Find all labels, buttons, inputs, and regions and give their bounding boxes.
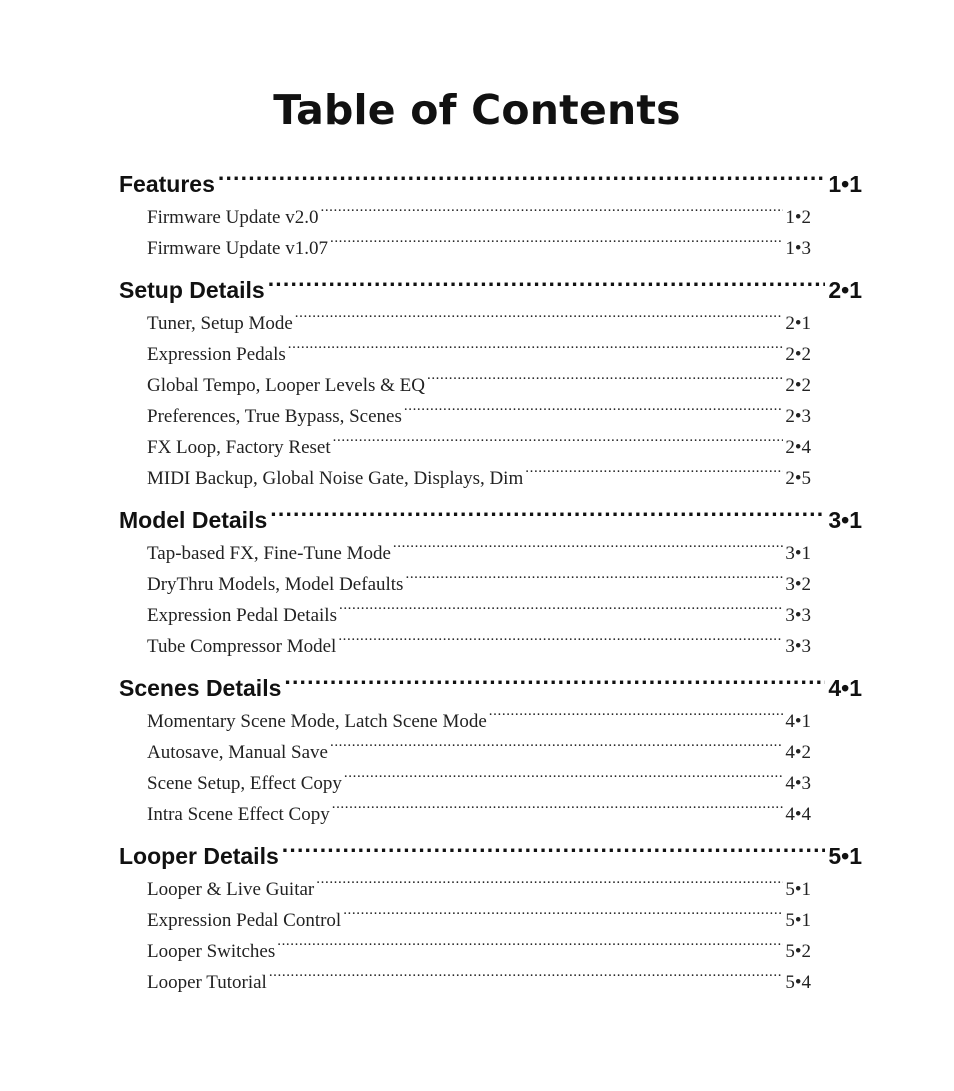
dot-leader [330,223,783,254]
entry-title: Looper Tutorial [147,972,267,993]
dot-leader [339,590,783,621]
dot-leader [489,696,784,727]
toc-sub-list [119,528,811,657]
entry-page-number: 5•4 [785,972,811,993]
toc-section-model-details [119,488,862,657]
toc-sub-list [119,864,811,993]
dot-leader [218,152,825,192]
entry-title: Autosave, Manual Save [147,742,328,763]
section-page-number: 5•1 [828,843,862,869]
dot-leader [333,422,784,453]
dot-leader [288,329,784,360]
dot-leader [316,864,783,895]
toc-main-entry[interactable] [119,824,862,869]
dot-leader [338,621,783,652]
toc-main-entry[interactable] [119,656,862,701]
entry-page-number: 2•1 [785,313,811,334]
entry-page-number: 5•1 [785,910,811,931]
dot-leader [427,360,783,391]
entry-title: Firmware Update v2.0 [147,207,319,228]
entry-page-number: 2•2 [785,344,811,365]
dot-leader [284,656,825,696]
toc-section-setup-details [119,258,862,489]
entry-page-number: 2•2 [785,375,811,396]
dot-leader [330,727,783,758]
toc-main-entry[interactable] [119,152,862,197]
entry-title: Momentary Scene Mode, Latch Scene Mode [147,711,487,732]
entry-page-number: 2•5 [785,468,811,489]
entry-title: Tuner, Setup Mode [147,313,293,334]
entry-title: Firmware Update v1.07 [147,238,328,259]
entry-page-number: 5•2 [785,941,811,962]
dot-leader [404,391,783,422]
entry-title: Looper Switches [147,941,276,962]
section-title: Model Details [119,507,268,533]
toc-sub-list [119,298,811,489]
dot-leader [268,258,826,298]
entry-page-number: 3•3 [785,636,811,657]
section-title: Scenes Details [119,675,282,701]
entry-page-number: 4•1 [785,711,811,732]
entry-page-number: 2•3 [785,406,811,427]
entry-title: Intra Scene Effect Copy [147,804,330,825]
entry-title: Tube Compressor Model [147,636,337,657]
entry-page-number: 3•2 [785,574,811,595]
page-title: Table of Contents [273,86,681,134]
dot-leader [405,559,783,590]
section-page-number: 1•1 [828,171,862,197]
section-page-number: 4•1 [828,675,862,701]
entry-title: Global Tempo, Looper Levels & EQ [147,375,425,396]
toc-sub-list [119,696,811,825]
entry-page-number: 4•3 [785,773,811,794]
entry-page-number: 1•3 [785,238,811,259]
entry-page-number: 2•4 [785,437,811,458]
entry-page-number: 1•2 [785,207,811,228]
entry-title: Preferences, True Bypass, Scenes [147,406,402,427]
entry-title: Tap-based FX, Fine-Tune Mode [147,543,391,564]
dot-leader [277,926,783,957]
entry-title: Expression Pedal Details [147,605,337,626]
dot-leader [295,298,784,329]
dot-leader [270,488,825,528]
entry-title: FX Loop, Factory Reset [147,437,331,458]
section-page-number: 3•1 [828,507,862,533]
section-title: Features [119,171,215,197]
dot-leader [343,895,783,926]
section-title: Setup Details [119,277,265,303]
entry-page-number: 4•2 [785,742,811,763]
entry-page-number: 4•4 [785,804,811,825]
toc-section-features [119,152,862,259]
entry-title: MIDI Backup, Global Noise Gate, Displays, Dim [147,468,524,489]
dot-leader [320,192,783,223]
toc-sub-list [119,192,811,259]
toc-main-entry[interactable] [119,488,862,533]
entry-title: Expression Pedals [147,344,286,365]
toc-sub-entry[interactable] [147,192,811,228]
entry-title: Looper & Live Guitar [147,879,315,900]
table-of-contents [119,152,862,992]
entry-page-number: 5•1 [785,879,811,900]
dot-leader [393,528,783,559]
dot-leader [282,824,826,864]
entry-title: DryThru Models, Model Defaults [147,574,404,595]
dot-leader [332,789,784,820]
toc-section-looper-details [119,824,862,993]
dot-leader [525,453,783,484]
toc-main-entry[interactable] [119,258,862,303]
dot-leader [269,957,784,988]
section-page-number: 2•1 [828,277,862,303]
entry-title: Expression Pedal Control [147,910,342,931]
entry-title: Scene Setup, Effect Copy [147,773,342,794]
dot-leader [344,758,783,789]
section-title: Looper Details [119,843,279,869]
entry-page-number: 3•1 [785,543,811,564]
entry-page-number: 3•3 [785,605,811,626]
toc-section-scenes-details [119,656,862,825]
